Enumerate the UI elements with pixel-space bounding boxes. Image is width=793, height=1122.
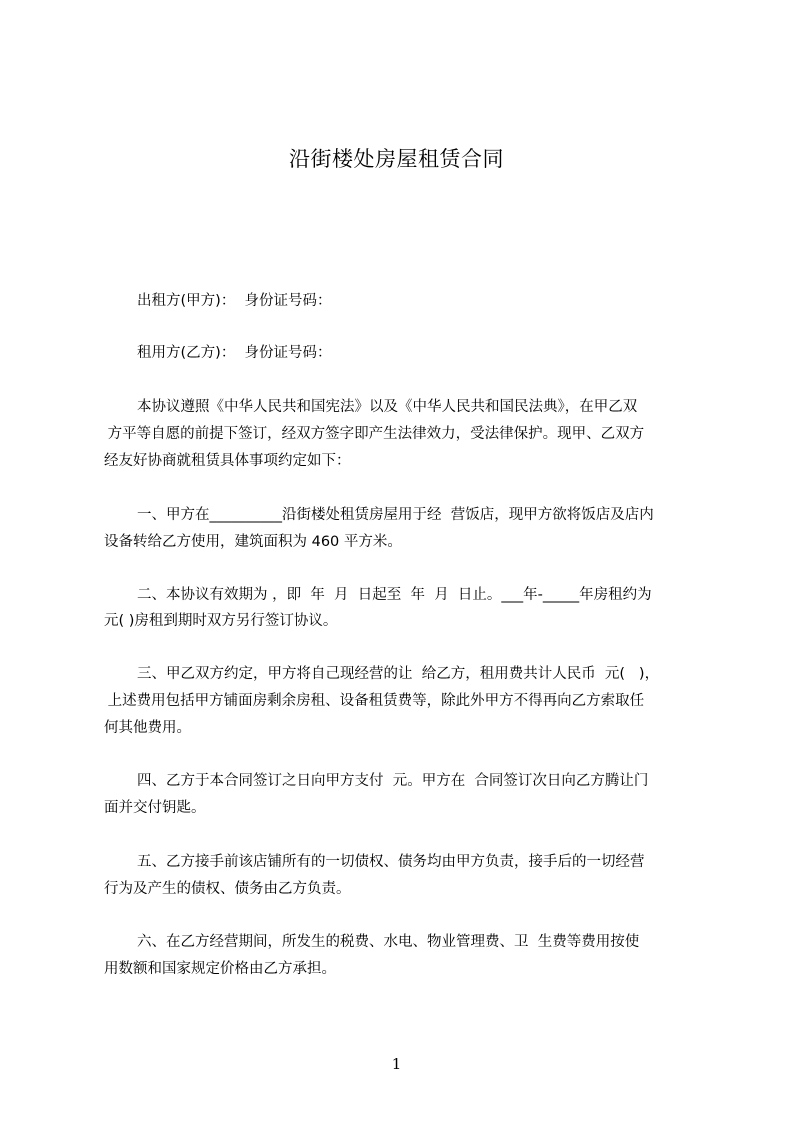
clause-3-line-3: 何其他费用。 (104, 720, 191, 736)
clause-3-line-1: 三、甲乙双方约定，甲方将自己现经营的让 给乙方，租用费共计人民币 元( )， (137, 666, 660, 682)
clause-2-line-2: 元( )房租到期时双方另行签订协议。 (104, 613, 338, 629)
clause-1-line-2: 设备转给乙方使用，建筑面积为 460 平方米。 (104, 534, 402, 550)
document-title: 沿街楼处房屋租赁合同 (289, 147, 504, 171)
lessee-line: 租用方(乙方)： 身份证号码： (137, 345, 332, 361)
clause-2-line-1: 二、本协议有效期为 ，即 年 月 日起至 年 月 日止。___年-_____年房租约为 (137, 587, 652, 603)
clause-3-line-2: 上述费用包括甲方铺面房剩余房租、设备租赁费等，除此外甲方不得再向乙方索取任 (103, 693, 645, 709)
preamble-line-1: 本协议遵照《中华人民共和国宪法》以及《中华人民共和国民法典》，在甲乙双 (137, 399, 638, 415)
lessor-line: 出租方(甲方)： 身份证号码： (137, 293, 332, 309)
preamble-line-2: 方平等自愿的前提下签订，经双方签字即产生法律效力，受法律保护。现甲、乙双方 (103, 426, 645, 442)
clause-4-line-2: 面并交付钥匙。 (104, 800, 206, 816)
clause-6-line-2: 用数额和国家规定价格由乙方承担。 (104, 961, 336, 977)
page-number: 1 (391, 1055, 402, 1073)
clause-1-line-1: 一、甲方在__________沿街楼处租赁房屋用于经 营饭店，现甲方欲将饭店及店内 (137, 507, 654, 523)
clause-5-line-1: 五、乙方接手前该店铺所有的一切债权、债务均由甲方负责，接手后的一切经营 (137, 854, 645, 870)
clause-5-line-2: 行为及产生的债权、债务由乙方负责。 (104, 881, 351, 897)
clause-6-line-1: 六、在乙方经营期间，所发生的税费、水电、物业管理费、卫 生费等费用按使 (137, 934, 640, 950)
clause-4-line-1: 四、乙方于本合同签订之日向甲方支付 元。甲方在 合同签订次日向乙方腾让门 (137, 773, 649, 789)
preamble-line-3: 经友好协商就租赁具体事项约定如下： (104, 453, 351, 469)
